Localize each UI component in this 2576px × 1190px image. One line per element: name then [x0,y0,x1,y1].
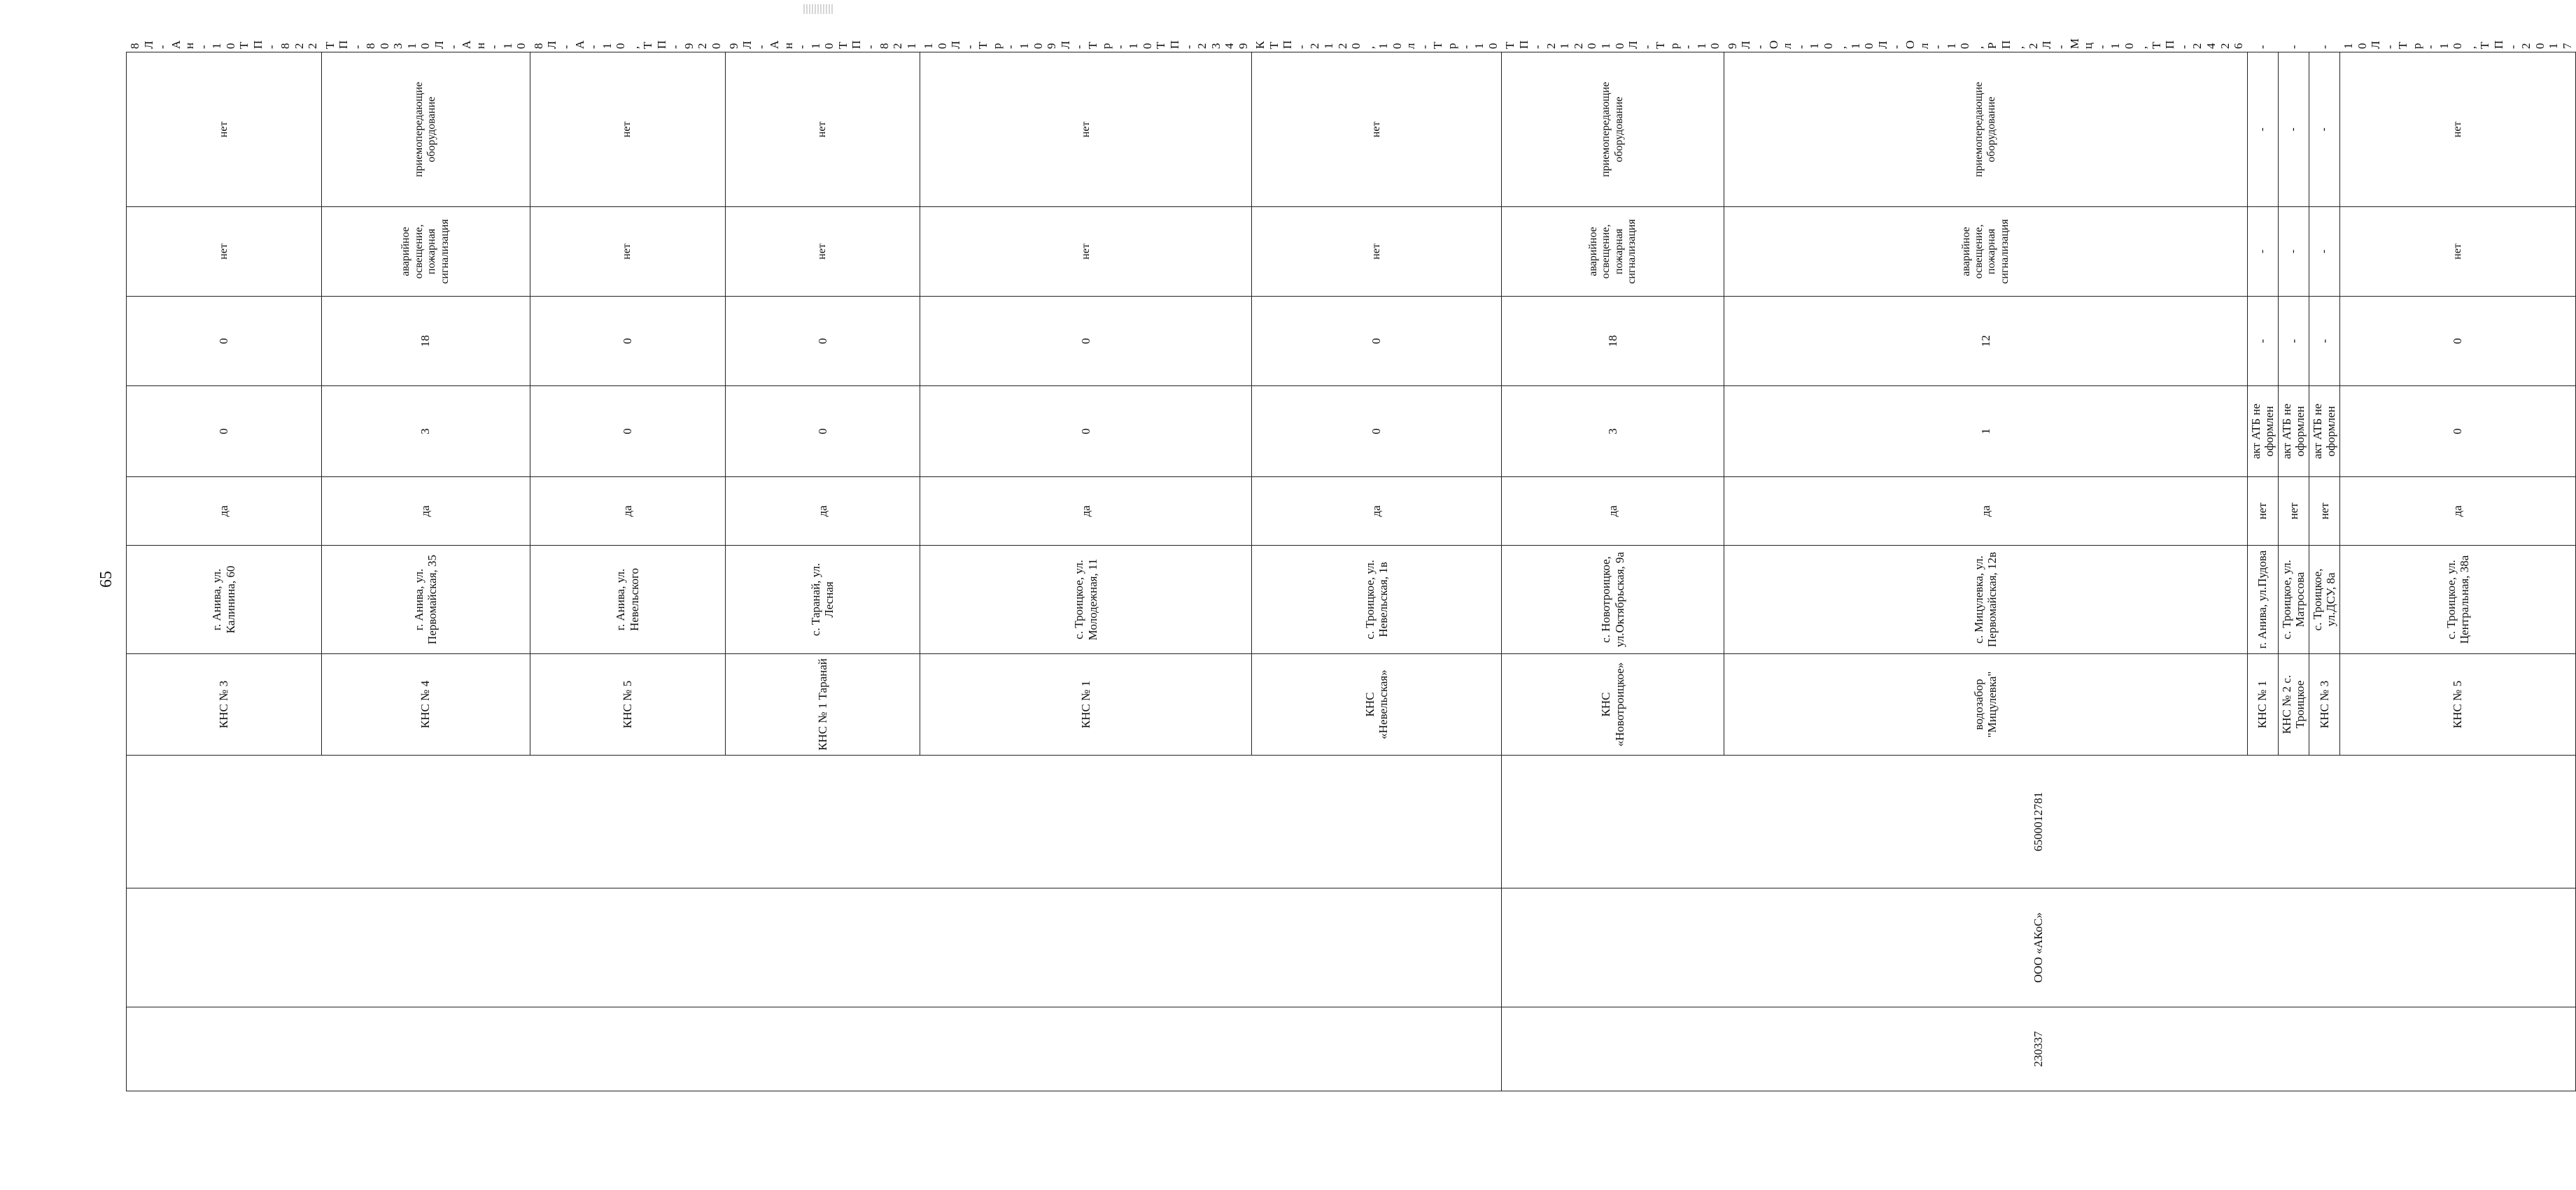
flag-cell: нет [2247,477,2278,546]
safety-cell: - [2247,207,2278,297]
table-row: КНС № 1 с. Троицкое, ул. Молодежная, 11 да 0 0 нет нет 10Л-Тр-10 9Л-Тр-10 ТП-2349 [920,52,1252,1091]
table-row: КНС № 5 г. Анива, ул. Невельского да 0 0 нет нет 8Л-А-10, ТП-920 [530,52,725,1091]
safety-cell: нет [725,207,920,297]
equipment-cell: нет [530,52,725,207]
count-cell: 0 [2339,386,2575,477]
safety-cell: - [2309,207,2339,297]
flag-cell: да [725,477,920,546]
value-cell: 0 [127,297,322,386]
object-name-cell: КНС № 2 с. Троицкое [2278,654,2309,756]
value-cell: 0 [1252,297,1502,386]
address-cell: с. Новотроицкое, ул.Октябрьская, 9а [1502,546,1724,654]
safety-cell: нет [2339,207,2575,297]
address-cell: с. Мицулевка, ул. Первомайская, 12в [1724,546,2247,654]
address-cell: г. Анива, ул. Невельского [530,546,725,654]
object-name-cell: КНС № 1 [920,654,1252,756]
value-cell: 18 [321,297,530,386]
safety-cell: нет [920,207,1252,297]
table-row: КНС № 3 с. Троицкое, ул.ДСУ, 8а нет акт АТБ не оформлен - - - - [2309,52,2339,1091]
value-cell: - [2278,297,2309,386]
address-cell: с. Троицкое, ул. Невельская, 1в [1252,546,1502,654]
address-cell: г. Анива, ул. Первомайская, 35 [321,546,530,654]
count-cell: 0 [1252,386,1502,477]
equipment-cell: приемопередающие оборудование [1724,52,2247,207]
value-cell: 0 [2339,297,2575,386]
flag-cell: да [1502,477,1724,546]
equipment-cell: - [2309,52,2339,207]
count-cell: 3 [1502,386,1724,477]
object-name-cell: водозабор "Мицулевка" [1724,654,2247,756]
equipment-cell: нет [920,52,1252,207]
value-cell: - [2309,297,2339,386]
group-cell-empty [127,888,1502,1007]
object-name-cell: КНС «Новотроицкое» [1502,654,1724,756]
address-cell: г. Анива, ул.Пудова [2247,546,2278,654]
object-name-cell: КНС № 3 [2309,654,2339,756]
flag-cell: да [127,477,322,546]
flag-cell: да [1252,477,1502,546]
org-id-cell: 230337 [1502,1007,2576,1091]
page-number: 65 [97,571,115,588]
registry-table [126,38,2576,1091]
scan-speck [803,4,834,14]
equipment-cell: нет [2339,52,2575,207]
flag-cell: да [920,477,1252,546]
flag-cell: нет [2309,477,2339,546]
equipment-cell: приемопередающие оборудование [1502,52,1724,207]
object-name-cell: КНС «Невельская» [1252,654,1502,756]
safety-cell: - [2278,207,2309,297]
flag-cell: нет [2278,477,2309,546]
flag-cell: да [321,477,530,546]
object-name-cell: КНС № 3 [127,654,322,756]
equipment-cell: нет [1252,52,1502,207]
flag-cell: да [2339,477,2575,546]
safety-cell: нет [1252,207,1502,297]
count-cell: акт АТБ не оформлен [2278,386,2309,477]
registry-table-wrapper [126,38,2574,1091]
address-cell: с. Троицкое, ул. Молодежная, 11 [920,546,1252,654]
object-name-cell: КНС № 4 [321,654,530,756]
value-cell: 0 [530,297,725,386]
value-cell: 0 [725,297,920,386]
table-row: КНС № 5 с. Троицкое, ул. Центральная, 38а да 0 0 нет нет 10Л-Тр-10, ТП-2017 [2339,52,2575,1091]
count-cell: 0 [530,386,725,477]
group-cell-empty [127,756,1502,888]
flag-cell: да [1724,477,2247,546]
count-cell: 0 [725,386,920,477]
address-cell: с. Троицкое, ул. Центральная, 38а [2339,546,2575,654]
object-name-cell: КНС № 1 Таранай [725,654,920,756]
safety-cell: нет [127,207,322,297]
equipment-cell: нет [725,52,920,207]
table-row: водозабор "Мицулевка" с. Мицулевка, ул. Первомайская, 12в да 1 12 аварийное освещение, пожарная сигнализация приемопередающие оборудование 9Л-Ол-10, 10Л-Ол-10, РП, 2Л-Мц-10, ТП-2426 [1724,52,2247,1091]
table-row: КНС № 1 г. Анива, ул.Пудова нет акт АТБ не оформлен - - - - [2247,52,2278,1091]
org-name-cell: ООО «АКоС» [1502,888,2576,1007]
table-row: КНС № 4 г. Анива, ул. Первомайская, 35 да 3 18 аварийное освещение, пожарная сигнализация приемопередающие оборудование ТП-803 10Л-Ан-10 [321,52,530,1091]
object-name-cell: КНС № 5 [2339,654,2575,756]
address-cell: с. Троицкое, ул.ДСУ, 8а [2309,546,2339,654]
object-name-cell: КНС № 1 [2247,654,2278,756]
flag-cell: да [530,477,725,546]
address-cell: с. Троицкое, ул. Матросова [2278,546,2309,654]
group-cell-empty [127,1007,1502,1091]
table-row: 230337 ООО «АКоС» 6500012781 КНС «Новотроицкое» с. Новотроицкое, ул.Октябрьская, 9а да 3 18 аварийное освещение, пожарная сигнализация приемопередающие оборудование ТП-2120 10Л-Тр-10 [1502,52,1724,1091]
safety-cell: аварийное освещение, пожарная сигнализация [1502,207,1724,297]
table-row: КНС «Невельская» с. Троицкое, ул. Невельская, 1в да 0 0 нет нет КТП-2120, 10л-Тр-10 [1252,52,1502,1091]
value-cell: 0 [920,297,1252,386]
object-name-cell: КНС № 5 [530,654,725,756]
value-cell: 12 [1724,297,2247,386]
inn-cell: 6500012781 [1502,756,2576,888]
safety-cell: аварийное освещение, пожарная сигнализация [1724,207,2247,297]
safety-cell: аварийное освещение, пожарная сигнализация [321,207,530,297]
equipment-cell: - [2247,52,2278,207]
table-row: КНС № 2 с. Троицкое с. Троицкое, ул. Матросова нет акт АТБ не оформлен - - - - [2278,52,2309,1091]
value-cell: - [2247,297,2278,386]
count-cell: 1 [1724,386,2247,477]
count-cell: 0 [127,386,322,477]
count-cell: акт АТБ не оформлен [2247,386,2278,477]
table-row: КНС № 1 Таранай с. Таранай, ул. Лесная да 0 0 нет нет 9Л-Ан-10 ТП-821 [725,52,920,1091]
count-cell: акт АТБ не оформлен [2309,386,2339,477]
count-cell: 0 [920,386,1252,477]
value-cell: 18 [1502,297,1724,386]
count-cell: 3 [321,386,530,477]
equipment-cell: - [2278,52,2309,207]
table-row: КНС № 3 г. Анива, ул. Калинина, 60 да 0 0 нет нет 8Л-Ан-10 ТП-822 [127,52,322,1091]
address-cell: с. Таранай, ул. Лесная [725,546,920,654]
address-cell: г. Анива, ул. Калинина, 60 [127,546,322,654]
safety-cell: нет [530,207,725,297]
equipment-cell: приемопередающие оборудование [321,52,530,207]
equipment-cell: нет [127,52,322,207]
